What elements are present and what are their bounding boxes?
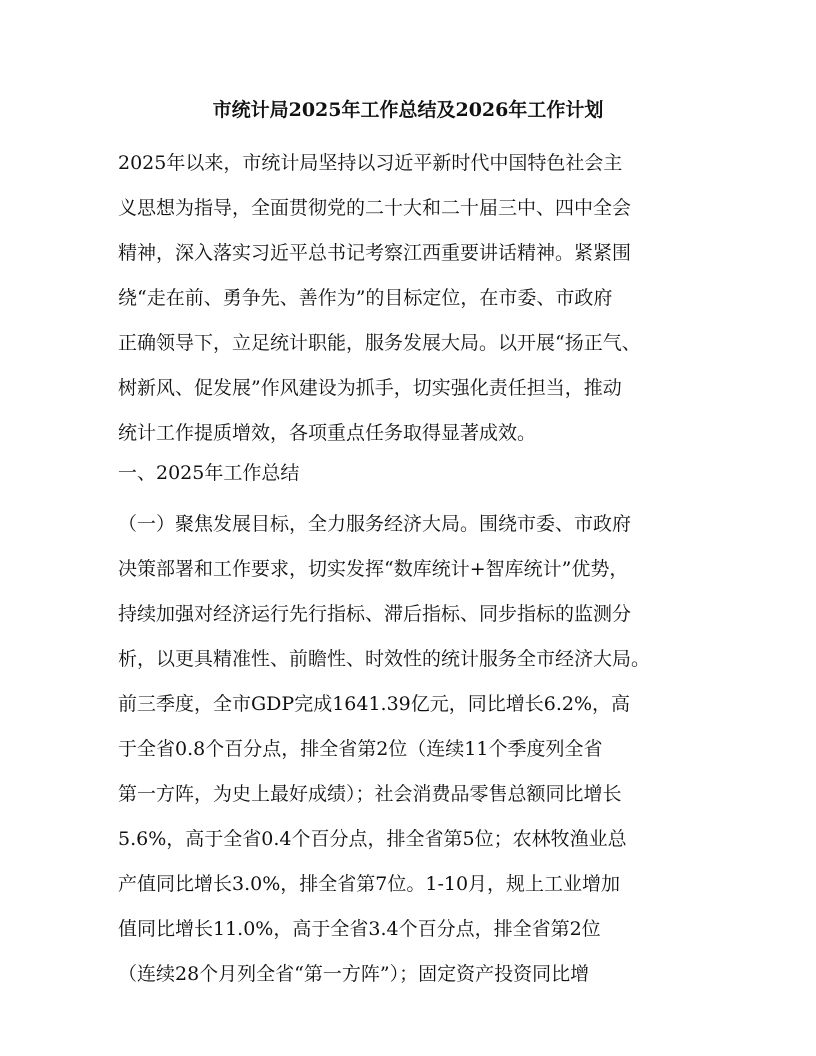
intro-line: 绕“走在前、勇争先、善作为”的目标定位，在市委、市政府 (118, 287, 613, 309)
section1-line: 决策部署和工作要求，切实发挥“数库统计+智库统计”优势， (118, 558, 629, 580)
section1-line: 产值同比增长3.0%，排全省第7位。1-10月，规上工业增加 (118, 873, 621, 895)
section1-line: 值同比增长11.0%，高于全省3.4个百分点，排全省第2位 (118, 918, 601, 940)
section1-line: 前三季度，全市GDP完成1641.39亿元，同比增长6.2%，高 (118, 693, 631, 715)
section1-line: 持续加强对经济运行先行指标、滞后指标、同步指标的监测分 (118, 603, 632, 625)
intro-line: 树新风、促发展”作风建设为抓手，切实强化责任担当，推动 (118, 377, 622, 399)
intro-line: 义思想为指导，全面贯彻党的二十大和二十届三中、四中全会 (118, 197, 632, 219)
section1-line: 于全省0.8个百分点，排全省第2位（连续11个季度列全省 (118, 738, 603, 760)
section-heading: 一、2025年工作总结 (118, 462, 300, 484)
section1-line: （连续28个月列全省“第一方阵”）；固定资产投资同比增 (118, 963, 590, 985)
intro-line: 统计工作提质增效，各项重点任务取得显著成效。 (118, 422, 537, 444)
intro-line: 正确领导下，立足统计职能，服务发展大局。以开展“扬正气、 (118, 332, 641, 354)
section1-line: 析，以更具精准性、前瞻性、时效性的统计服务全市经济大局。 (118, 648, 651, 670)
intro-line: 精神，深入落实习近平总书记考察江西重要讲话精神。紧紧围 (118, 242, 632, 264)
section1-line: 5.6%，高于全省0.4个百分点，排全省第5位；农林牧渔业总 (118, 828, 627, 850)
section1-line: 第一方阵，为史上最好成绩）；社会消费品零售总额同比增长 (118, 783, 622, 805)
intro-line: 2025年以来，市统计局坚持以习近平新时代中国特色社会主 (118, 152, 623, 174)
document-title: 市统计局2025年工作总结及2026年工作计划 (212, 99, 604, 121)
section1-line: （一）聚焦发展目标，全力服务经济大局。围绕市委、市政府 (118, 513, 632, 535)
